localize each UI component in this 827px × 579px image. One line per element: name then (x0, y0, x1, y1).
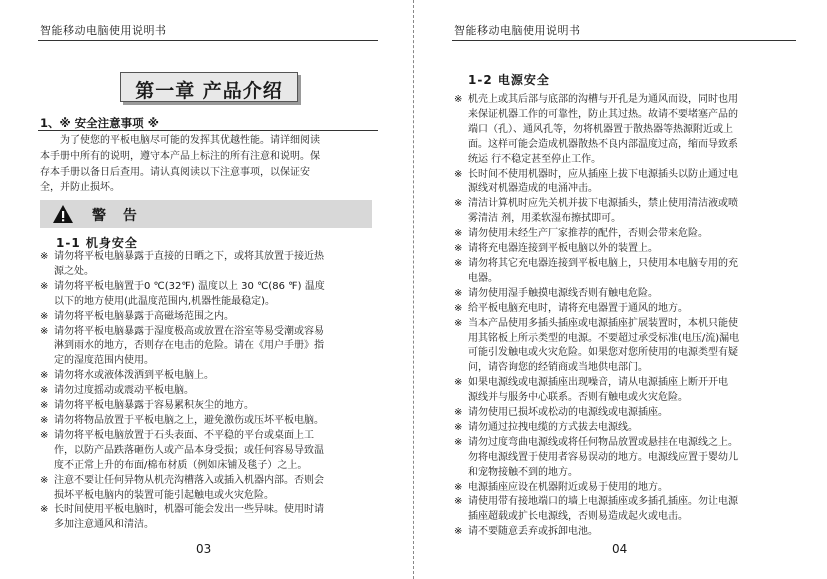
reference-mark: ※ (454, 243, 463, 255)
reference-mark: ※ (40, 325, 49, 337)
reference-mark: ※ (454, 302, 463, 314)
bullet-line: 来保证机器工作的可靠性，防止其过热。故请不要堵塞产品的 (468, 108, 738, 120)
bullet-line: 以下的地方使用(此温度范围内,机器性能最稳定)。 (54, 295, 275, 307)
bullet-line: 请勿使用未经生产厂家推荐的配件，否则会带来危险。 (468, 228, 708, 240)
intro-line: 存本手册以备日后查用。请认真阅读以下注意事项，以保证安 (40, 166, 310, 178)
bullet-item (454, 257, 814, 287)
bullet-line: 端口（孔）、通风孔等，勿将机器置于散热器等热源附近或上 (468, 123, 733, 135)
bullet-item (40, 429, 390, 474)
bullet-item (454, 227, 814, 242)
bullet-item (454, 302, 814, 317)
page-number: 03 (196, 542, 212, 556)
reference-mark: ※ (40, 385, 49, 397)
bullet-line: 请使用带有接地端口的墙上电源插座或多插孔插座。勿让电源 (468, 496, 738, 508)
running-head: 智能移动电脑使用说明书 (454, 24, 581, 37)
bullet-line: 请将充电器连接到平板电脑以外的装置上。 (468, 243, 658, 255)
bullet-item (454, 376, 814, 406)
page-number: 04 (612, 542, 628, 556)
bullet-line: 面。这样可能会造成机器散热不良内部温度过高，缩而导致系 (468, 138, 738, 150)
bullet-line: 用其铭板上所示类型的电源。不要超过承受标准(电压/流)漏电 (468, 332, 740, 344)
reference-mark: ※ (454, 436, 463, 448)
bullet-line: 请勿将平板电脑暴露于湿度极高或放置在浴室等易受潮或容易 (54, 325, 324, 337)
bullet-line: 源线并与服务中心联系。否则有触电或火灾危险。 (468, 392, 688, 404)
bullet-item (40, 399, 390, 414)
bullet-line: 定的湿度范围内使用。 (54, 355, 154, 367)
reference-mark: ※ (454, 377, 463, 389)
reference-mark: ※ (454, 421, 463, 433)
warning-bar (40, 200, 372, 228)
reference-mark: ※ (454, 168, 463, 180)
bullet-line: 当本产品使用多插头插座或电源插座扩展装置时，本机只能使 (468, 317, 738, 329)
reference-mark: ※ (40, 414, 49, 426)
bullet-line: 请勿通过拉拽电缆的方式拔去电源线。 (468, 421, 638, 433)
reference-mark: ※ (40, 280, 49, 292)
bullet-line: 勿将电源线置于使用者容易误动的地方。电源线应置于婴幼儿 (468, 451, 738, 463)
intro-line: 为了使您的平板电脑尽可能的发挥其优越性能。请详细阅读 (60, 135, 320, 146)
running-head: 智能移动电脑使用说明书 (40, 24, 167, 37)
reference-mark: ※ (40, 310, 49, 322)
bullet-line: 请勿过度弯曲电源线或将任何物品放置或悬挂在电源线之上。 (468, 436, 738, 448)
reference-mark: ※ (454, 496, 463, 508)
bullet-line: 给平板电脑充电时，请将充电器置于通风的地方。 (468, 302, 688, 314)
bullet-line: 多加注意通风和清洁。 (54, 519, 154, 531)
reference-mark: ※ (40, 429, 49, 441)
bullet-line: 请勿将平板电脑暴露于容易累积灰尘的地方。 (54, 400, 254, 412)
bullet-line: 插座超载或扩长电源线，否则易造成起火或电击。 (468, 511, 688, 523)
reference-mark: ※ (40, 370, 49, 382)
bullet-line: 雾清洁 剂，用柔软湿布擦拭即可。 (468, 213, 622, 225)
bullet-item (454, 481, 814, 496)
page-fold-divider (413, 0, 414, 579)
section-title: 1、※ 安全注意事项 ※ (40, 116, 159, 130)
bullet-line: 电器。 (468, 272, 498, 284)
bullet-line: 请勿使用已损坏或松动的电源线或电源插座。 (468, 407, 668, 419)
right-page (416, 0, 827, 579)
bullet-item (454, 168, 814, 198)
bullet-line: 注意不要让任何异物从机壳沟槽落入或插入机器内部。否则会 (54, 474, 324, 486)
bullet-line: 统运 行不稳定甚至停止工作。 (468, 153, 602, 165)
reference-mark: ※ (40, 400, 49, 412)
bullet-line: 清洁计算机时应先关机并拔下电源插头，禁止使用清洁液或喷 (468, 198, 738, 210)
intro-line: 全，并防止损坏。 (40, 182, 120, 194)
chapter-title-box (120, 72, 298, 102)
bullet-line: 请勿过度摇动或震动平板电脑。 (54, 385, 194, 397)
bullet-line: 请勿将平板电脑放置于石头表面、不平稳的平台或桌面上工 (54, 429, 314, 441)
bullet-line: 度不正常上升的布面/棉布材质（例如床铺及毯子）之上。 (54, 459, 308, 471)
reference-mark: ※ (40, 474, 49, 486)
bullet-line: 问，请咨询您的经销商或当地供电部门。 (468, 362, 648, 374)
reference-mark: ※ (454, 526, 463, 538)
bullet-item (40, 414, 390, 429)
bullet-line: 请勿将其它充电器连接到平板电脑上，只使用本电脑专用的充 (468, 257, 738, 269)
bullet-line: 淋到雨水的地方，否则存在电击的危险。请在《用户手册》指 (54, 340, 324, 352)
bullet-line: 请勿将水或液体泼洒到平板电脑上。 (54, 370, 214, 382)
bullet-item (40, 474, 390, 504)
bullet-item (40, 250, 390, 280)
bullet-item (454, 421, 814, 436)
bullet-line: 请勿将平板电脑置于0 ℃(32℉) 温度以上 30 ℃(86 ℉) 温度 (54, 280, 325, 292)
left-page (0, 0, 412, 579)
bullet-line: 电源插座应设在机器附近或易于使用的地方。 (468, 481, 668, 493)
bullet-list (40, 250, 390, 533)
bullet-list (454, 93, 814, 540)
bullet-item (454, 93, 814, 168)
bullet-item (40, 325, 390, 370)
bullet-line: 请不要随意丢弃或拆卸电池。 (468, 526, 598, 538)
bullet-line: 请勿使用湿手触摸电源线否则有触电危险。 (468, 287, 658, 299)
reference-mark: ※ (40, 504, 49, 516)
subsection-title: 1-1 机身安全 (56, 236, 138, 250)
reference-mark: ※ (454, 407, 463, 419)
bullet-item (454, 495, 814, 525)
reference-mark: ※ (40, 251, 49, 262)
bullet-line: 源之处。 (54, 265, 94, 277)
reference-mark: ※ (454, 287, 463, 299)
bullet-line: 机壳上或其后部与底部的沟槽与开孔是为通风而设，同时也用 (468, 94, 738, 105)
header-rule (38, 40, 378, 41)
bullet-line: 损坏平板电脑内的装置可能引起触电或火灾危险。 (54, 489, 274, 501)
bullet-line: 请勿将平板电脑暴露于直接的日晒之下，或将其放置于接近热 (54, 251, 324, 262)
bullet-item (454, 436, 814, 481)
bullet-item (454, 242, 814, 257)
reference-mark: ※ (454, 317, 463, 329)
bullet-item (454, 406, 814, 421)
bullet-line: 请勿将平板电脑暴露于高磁场范围之内。 (54, 310, 234, 322)
bullet-line: 作，以防产品跌落砸伤人或产品本身受损；或任何容易导致温 (54, 444, 324, 456)
bullet-line: 可能引发触电或火灾危险。如果您对您所使用的电源类型有疑 (468, 347, 738, 359)
bullet-item (40, 503, 390, 533)
chapter-title: 第一章 产品介绍 (135, 80, 283, 102)
reference-mark: ※ (454, 198, 463, 210)
bullet-item (40, 369, 390, 384)
reference-mark: ※ (454, 94, 463, 105)
reference-mark: ※ (454, 228, 463, 240)
reference-mark: ※ (454, 481, 463, 493)
bullet-item (40, 280, 390, 310)
bullet-item (40, 310, 390, 325)
bullet-line: 长时间不使用机器时，应从插座上拔下电源插头以防止通过电 (468, 168, 738, 180)
reference-mark: ※ (454, 257, 463, 269)
intro-paragraph (40, 133, 380, 196)
bullet-item (454, 317, 814, 377)
bullet-item (454, 287, 814, 302)
header-rule (452, 40, 796, 41)
bullet-item (454, 197, 814, 227)
warning-triangle-icon (52, 204, 74, 224)
bullet-item (40, 384, 390, 399)
bullet-line: 和宠物接触不到的地方。 (468, 466, 578, 478)
bullet-line: 请勿将物品放置于平板电脑之上，避免激伤或压坏平板电脑。 (54, 414, 324, 426)
intro-line: 本手册中所有的说明，遵守本产品上标注的所有注意和说明。保 (40, 150, 320, 162)
subsection-title: 1-2 电源安全 (468, 73, 550, 87)
bullet-line: 源线对机器造成的电涌冲击。 (468, 183, 598, 195)
bullet-line: 如果电源线或电源插座出现噪音，请从电源插座上断开开电 (468, 377, 728, 389)
bullet-line: 长时间使用平板电脑时，机器可能会发出一些异味。使用时请 (54, 504, 324, 516)
section-rule (38, 130, 378, 131)
bullet-item (454, 525, 814, 540)
warning-label: 警 告 (92, 208, 143, 224)
